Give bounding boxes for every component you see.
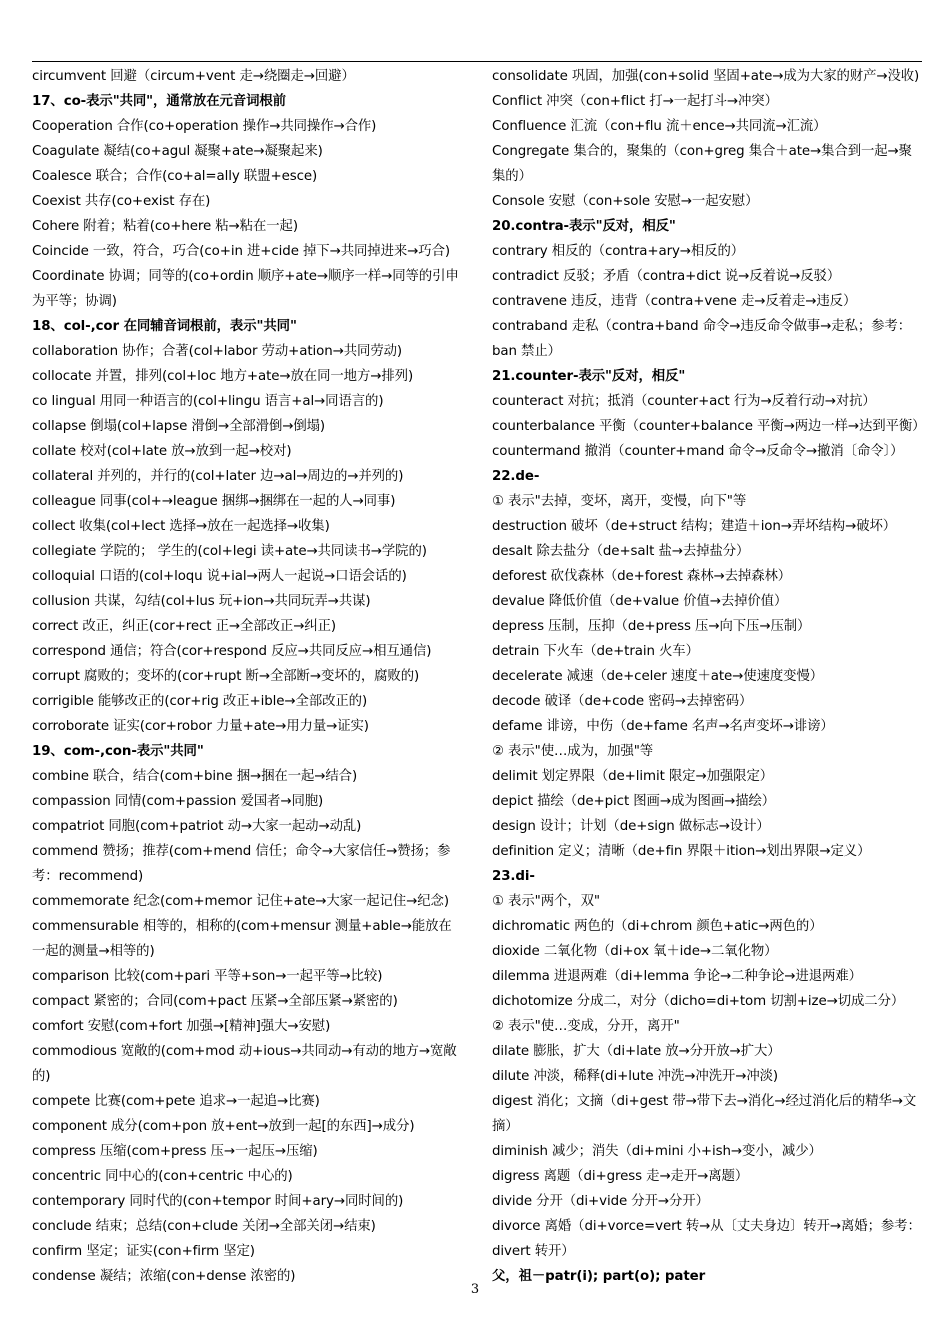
section-heading: 18、col-,cor 在同辅音词根前，表示"共同" [32, 319, 297, 334]
entry-line: contraband 走私（contra+band 命令→违反命令做事→走私；参考：ban 禁止） [492, 319, 912, 359]
entry-line: conclude 结束；总结(con+clude 关闭→全部关闭→结束) [32, 1219, 376, 1234]
section-heading: 23.di- [492, 869, 535, 884]
entry-line: collate 校对(col+late 放→放到一起→校对) [32, 444, 292, 459]
entry-line: design 设计；计划（de+sign 做标志→设计） [492, 819, 770, 834]
entry-line: ① 表示"两个，双" [492, 894, 600, 909]
entry-line: correspond 通信；符合(cor+respond 反应→共同反应→相互通信) [32, 644, 432, 659]
entry-line: Coexist 共存(co+exist 存在) [32, 194, 211, 209]
entry-line: defame 诽谤，中伤（de+fame 名声→名声变坏→诽谤） [492, 719, 834, 734]
section-heading: 19、com-,con-表示"共同" [32, 744, 204, 759]
entry-line: commemorate 纪念(com+memor 记住+ate→大家一起记住→纪念) [32, 894, 449, 909]
section-heading: 父，祖－patr(i); part(o); pater [492, 1269, 706, 1284]
entry-line: deforest 砍伐森林（de+forest 森林→去掉森林） [492, 569, 792, 584]
entry-line: Console 安慰（con+sole 安慰→一起安慰） [492, 194, 759, 209]
entry-line: dilemma 进退两难（di+lemma 争论→二种争论→进退两难） [492, 969, 862, 984]
entry-line: dichromatic 两色的（di+chrom 颜色+atic→两色的） [492, 919, 823, 934]
section-heading: 17、co-表示"共同"，通常放在元音词根前 [32, 94, 286, 109]
entry-line: collegiate 学院的； 学生的(col+legi 读+ate→共同读书→学院的) [32, 544, 427, 559]
entry-line: contradict 反驳；矛盾（contra+dict 说→反着说→反驳） [492, 269, 841, 284]
entry-line: depict 描绘（de+pict 图画→成为图画→描绘） [492, 794, 776, 809]
entry-line: collaboration 协作；合著(col+labor 劳动+ation→共同劳动) [32, 344, 403, 359]
top-rule [32, 61, 922, 62]
entry-line: countermand 撤消（counter+mand 命令→反命令→撤消〔命令〕） [492, 444, 904, 459]
entry-line: delimit 划定界限（de+limit 限定→加强限定） [492, 769, 774, 784]
entry-line: depress 压制，压抑（de+press 压→向下压→压制） [492, 619, 811, 634]
entry-line: collect 收集(col+lect 选择→放在一起选择→收集) [32, 519, 330, 534]
entry-line: devalue 降低价值（de+value 价值→去掉价值） [492, 594, 788, 609]
entry-line: destruction 破坏（de+struct 结构；建造＋ion→弄坏结构→破坏） [492, 519, 897, 534]
section-heading: 21.counter-表示"反对，相反" [492, 369, 686, 384]
entry-line: dilate 膨胀，扩大（di+late 放→分开放→扩大） [492, 1044, 781, 1059]
entry-line: Coagulate 凝结(co+agul 凝聚+ate→凝聚起来) [32, 144, 323, 159]
entry-line: corrigible 能够改正的(cor+rig 改正+ible→全部改正的) [32, 694, 368, 709]
entry-line: co lingual 用同一种语言的(col+lingu 语言+al→同语言的) [32, 394, 384, 409]
entry-line: contravene 违反，违背（contra+vene 走→反着走→违反） [492, 294, 857, 309]
entry-line: ② 表示"使…变成，分开，离开" [492, 1019, 680, 1034]
entry-line: detrain 下火车（de+train 火车） [492, 644, 699, 659]
entry-line: decode 破译（de+code 密码→去掉密码） [492, 694, 753, 709]
entry-line: comfort 安慰(com+fort 加强→[精神]强大→安慰) [32, 1019, 331, 1034]
entry-line: compatriot 同胞(com+patriot 动→大家一起动→动乱) [32, 819, 362, 834]
entry-line: definition 定义；清晰（de+fin 界限＋ition→划出界限→定义） [492, 844, 871, 859]
entry-line: ② 表示"使…成为，加强"等 [492, 744, 654, 759]
entry-line: Confluence 汇流（con+flu 流＋ence→共同流→汇流） [492, 119, 827, 134]
entry-line: commodious 宽敞的(com+mod 动+ious→共同动→有动的地方→宽敞的) [32, 1044, 457, 1084]
right-column [492, 64, 926, 1289]
entry-line: compassion 同情(com+passion 爱国者→同胞) [32, 794, 324, 809]
entry-line: condense 凝结；浓缩(con+dense 浓密的) [32, 1269, 296, 1284]
entry-line: collocate 并置，排列(col+loc 地方+ate→放在同一地方→排列) [32, 369, 414, 384]
entry-line: decelerate 减速（de+celer 速度＋ate→使速度变慢） [492, 669, 824, 684]
entry-line: component 成分(com+pon 放+ent→放到一起[的东西]→成分) [32, 1119, 415, 1134]
entry-line: digress 离题（di+gress 走→走开→离题） [492, 1169, 749, 1184]
entry-line: combine 联合，结合(com+bine 捆→捆在一起→结合) [32, 769, 358, 784]
entry-line: dichotomize 分成二，对分（dicho=di+tom 切割+ize→切成二分） [492, 994, 905, 1009]
entry-line: Cohere 附着；粘着(co+here 粘→粘在一起) [32, 219, 298, 234]
entry-line: collateral 并列的，并行的(col+later 边→al→周边的→并列的) [32, 469, 404, 484]
entry-line: confirm 坚定；证实(con+firm 坚定) [32, 1244, 255, 1259]
entry-line: ① 表示"去掉，变坏，离开，变慢，向下"等 [492, 494, 747, 509]
entry-line: dioxide 二氧化物（di+ox 氧＋ide→二氧化物） [492, 944, 778, 959]
entry-line: Congregate 集合的，聚集的（con+greg 集合＋ate→集合到一起→聚集的） [492, 144, 912, 184]
entry-line: contemporary 同时代的(con+tempor 时间+ary→同时间的) [32, 1194, 404, 1209]
entry-line: correct 改正，纠正(cor+rect 正→全部改正→纠正) [32, 619, 337, 634]
entry-line: colleague 同事(col+→league 捆绑→捆绑在一起的人→同事) [32, 494, 396, 509]
entry-line: contrary 相反的（contra+ary→相反的） [492, 244, 745, 259]
entry-line: Coalesce 联合；合作(co+al=ally 联盟+esce) [32, 169, 318, 184]
entry-line: colloquial 口语的(col+loqu 说+ial→两人一起说→口语会话的) [32, 569, 407, 584]
entry-line: compact 紧密的；合同(com+pact 压紧→全部压紧→紧密的) [32, 994, 398, 1009]
entry-line: compete 比赛(com+pete 追求→一起追→比赛) [32, 1094, 320, 1109]
entry-line: divide 分开（di+vide 分开→分开） [492, 1194, 709, 1209]
entry-line: compress 压缩(com+press 压→一起压→压缩) [32, 1144, 318, 1159]
entry-line: commensurable 相等的，相称的(com+mensur 测量+able→能放在一起的测量→相等的) [32, 919, 452, 959]
page-number: 3 [470, 1282, 480, 1297]
section-heading: 20.contra-表示"反对，相反" [492, 219, 676, 234]
entry-line: consolidate 巩固，加强(con+solid 坚固+ate→成为大家的财产→没收) [492, 69, 920, 84]
section-heading: 22.de- [492, 469, 540, 484]
entry-line: comparison 比较(com+pari 平等+son→一起平等→比较) [32, 969, 383, 984]
entry-line: counteract 对抗；抵消（counter+act 行为→反着行动→对抗） [492, 394, 876, 409]
entry-line: collusion 共谋，勾结(col+lus 玩+ion→共同玩弄→共谋) [32, 594, 371, 609]
entry-line: collapse 倒塌(col+lapse 滑倒→全部滑倒→倒塌) [32, 419, 326, 434]
left-column [32, 64, 462, 1289]
entry-line: corroborate 证实(cor+robor 力量+ate→用力量→证实) [32, 719, 369, 734]
entry-line: counterbalance 平衡（counter+balance 平衡→两边一样→达到平衡） [492, 419, 926, 434]
entry-line: digest 消化；文摘（di+gest 带→带下去→消化→经过消化后的精华→文摘） [492, 1094, 917, 1134]
entry-line: circumvent 回避（circum+vent 走→绕圈走→回避） [32, 69, 355, 84]
entry-line: Coordinate 协调；同等的(co+ordin 顺序+ate→顺序一样→同等的引申为平等；协调) [32, 269, 459, 309]
entry-line: Conflict 冲突（con+flict 打→一起打斗→冲突） [492, 94, 778, 109]
entry-line: desalt 除去盐分（de+salt 盐→去掉盐分） [492, 544, 750, 559]
entry-line: Cooperation 合作(co+operation 操作→共同操作→合作) [32, 119, 377, 134]
entry-line: concentric 同中心的(con+centric 中心的) [32, 1169, 293, 1184]
entry-line: commend 赞扬；推荐(com+mend 信任；命令→大家信任→赞扬；参考：recommend) [32, 844, 451, 884]
entry-line: divorce 离婚（di+vorce=vert 转→从〔丈夫身边〕转开→离婚；参考：divert 转开） [492, 1219, 921, 1259]
entry-line: dilute 冲淡，稀释(di+lute 冲洗→冲洗开→冲淡) [492, 1069, 779, 1084]
entry-line: Coincide 一致，符合，巧合(co+in 进+cide 掉下→共同掉进来→巧合) [32, 244, 450, 259]
entry-line: corrupt 腐败的；变坏的(cor+rupt 断→全部断→变坏的，腐败的) [32, 669, 420, 684]
entry-line: diminish 减少；消失（di+mini 小+ish→变小，减少） [492, 1144, 822, 1159]
